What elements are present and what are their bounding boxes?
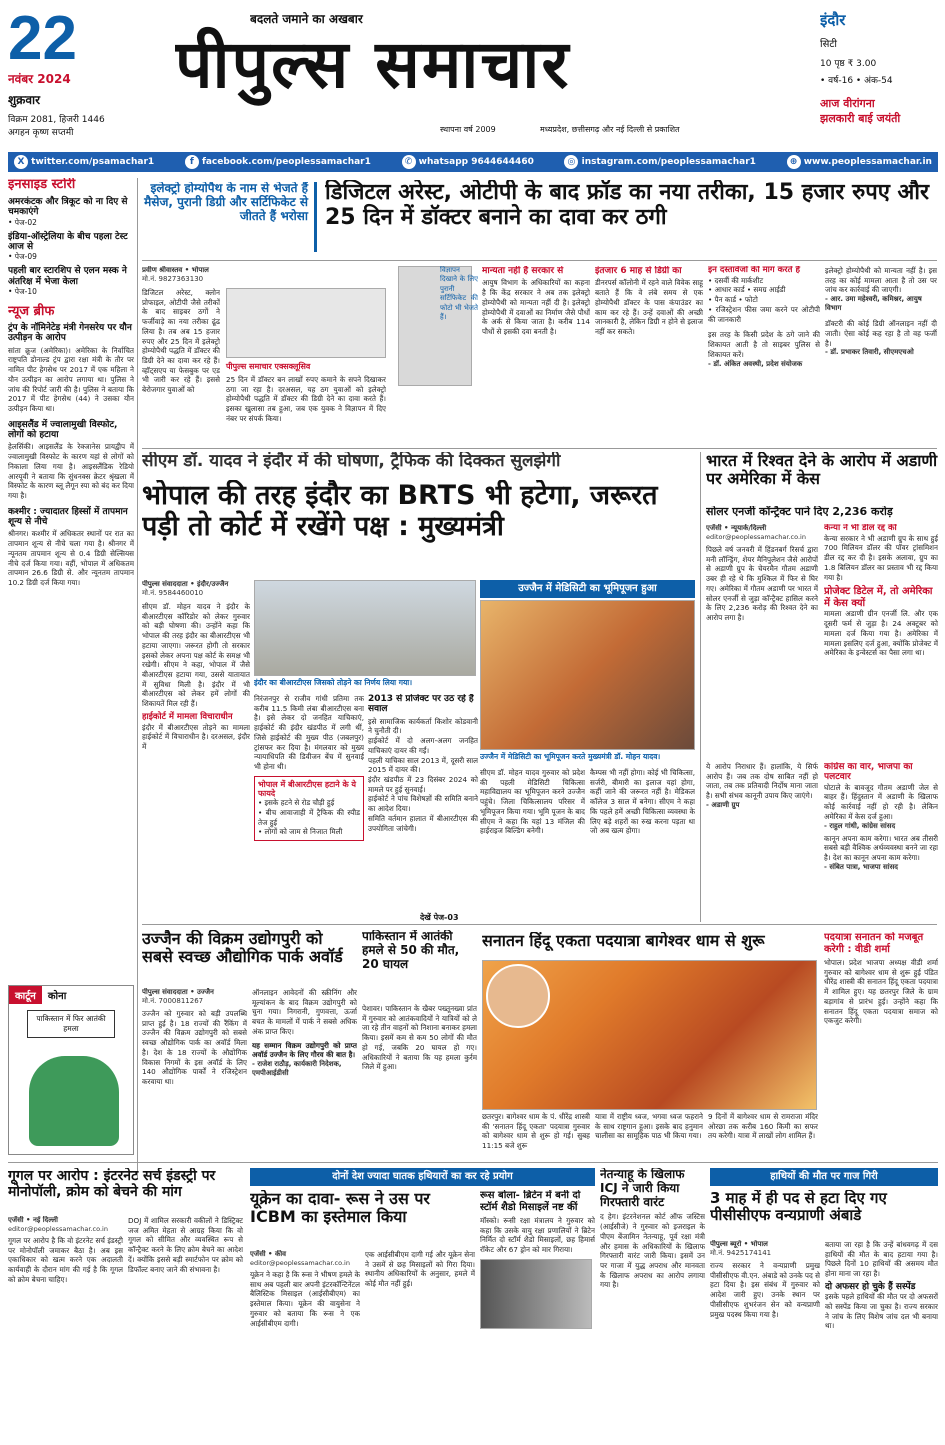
medicity-body-2: कैम्पस भी नहीं होगा। कोई भी चिकित्सा, सर्जरी, बीमारी का इलाज यहां होगा, कहीं जाने की जरूरत नहीं है। मेडिकल कॉलेज 3 साल में बनेगा। सीएम ने कहा कि पहले हमें अच्छी चिकित्सा व्यवस्था के लिए बड़े शहरों का रुख करना पड़ता था जो अब खत्म होगा। [590,768,695,836]
sanatan-caption-1: छतरपुर। बागेश्वर धाम के पं. धीरेंद्र शास्त्री की 'सनातन हिंदू एकता' पदयात्रा गुरुवार को बागेश्वर धाम से शुरू हो गई। सुबह 11:15 बजे शुरू [482,1112,590,1151]
quote-2: इस तरह के किसी प्रदेश के ठगे जाने की शिकायत आती है तो साइबर पुलिस से शिकायत करें। [708,330,820,359]
cartoon-corner: कोना [47,991,67,1002]
google-col-1: एजेंसी • नई दिल्ली editor@peoplessamachar.co.in गूगल पर आरोप है कि वो इंटरनेट सर्च इंडस्ट्री पर मोनोपॉली जमाकर बैठा है। अब इस एकाधिकार को खत्म करने एक अदालती कार्यवाही के दौरान मांग की गई है कि गूगल को क्रोम बेचना चाहिए। [8,1216,123,1284]
tithi: अगहन कृष्ण सप्तमी [8,128,74,138]
facebook-icon: f [185,155,199,169]
lead-col-3: मान्यता नहीं है सरकार से आयुष विभाग के अधिकारियों का कहना है कि केंद्र सरकार ने अब तक इलेक्ट्रो होम्योपैथी को मान्यता नहीं दी है। इलेक्ट्रो होम्योपैथी में दवाओं का निर्माण जैसे पौधों के अर्क से किया जाता है। करीब 114 पौधों से इसकी दवा बनती है। [482,266,590,336]
brts-headline: भोपाल की तरह इंदौर का BRTS भी हटेगा, जरूरत पड़ी तो कोर्ट में रखेंगे पक्ष : मुख्यमंत्री [142,480,658,543]
inside-item-1[interactable]: अमरकंटक और त्रिकूट को ना दिए से चमकाएंगे • पेज-02 [8,196,128,227]
cartoon-box [8,985,134,1155]
city: इंदौर [820,11,846,29]
bottom-rule [8,1162,938,1163]
ambade-banner: हाथियों की मौत पर गाज गिरी [710,1168,938,1186]
lead-phone-image [226,288,386,358]
brief-headline-2: आइसलैंड में ज्वालामुखी विस्फोट, लोगों को हटाया [8,419,118,440]
instagram-icon: ◎ [564,155,578,169]
edition-box [820,10,940,150]
ukraine-banner: दोनों देश ज्यादा घातक हथियारों का कर रहे प्रयोग [250,1168,595,1186]
pages-price: 10 पृष्ठ ₹ 3.00 [820,59,877,69]
date-number: 22 [8,8,77,73]
icj-col: नेतन्याहू के खिलाफ ICJ ने जारी किया गिरफ्तारी वारंट द हेग। इंटरनेशनल कोर्ट ऑफ जस्टिस (आईसीजे) ने गुरुवार को इजराइल के पीएम बेंजामिन नेतन्याहू, पूर्व रक्षा मंत्री और हमास के अधिकारियों के खिलाफ गिरफ्तारी वारंट जारी किया। इसमें उन पर गाजा में युद्ध अपराध और मानवता के खिलाफ अपराध का आरोप लगाया गया है। [600,1168,705,1290]
year-issue: • वर्ष-16 • अंक-54 [820,76,893,86]
pakistan-headline: पाकिस्तान में आतंकी हमले से 50 की मौत, 20 घायल [362,930,460,971]
special-day-2: झलकारी बाई जयंती [820,112,901,125]
ukraine-col-1: एजेंसी • कीव editor@peoplessamachar.co.in यूक्रेन ने कहा है कि रूस ने भीषण हमले के साथ अब पहली बार अपनी इंटरकॉन्टिनेंटल बैलिस्टिक मिसाइल (आईसीबीएम) का इस्तेमाल किया। यूक्रेन की वायुसेना ने गुरुवार को बताया कि रूस ने एक आईसीबीएम दागी। [250,1250,360,1328]
ujjain-col-1: पीपुल्स संवाददाता • उज्जैन मो.नं. 7000811267 उज्जैन को गुरुवार को बड़ी उपलब्धि प्राप्त हुई है। 18 राज्यों की रैंकिंग में उज्जैन की विक्रम उद्योगपुरी को सबसे स्वच्छ औद्योगिक पार्क का अवॉर्ड मिला है। देश के 18 राज्यों के औद्योगिक विकास निगमों के इस अवॉर्ड के लिए 140 औद्योगिक पार्कों ने रजिस्ट्रेशन करवाया था। [142,988,247,1087]
lead-body-2: 25 दिन में डॉक्टर बन लाखों रुपए कमाने के सपने दिखाकर ठगा जा रहा है। दरअसल, यह ठग युवाओं को इलेक्ट्रो होम्योपैथी पद्धति में डॉक्टर की डिग्री देने का दावा करते हैं। इसका खुलासा तब हुआ, जब एक युवक ने विज्ञापन में दिए नंबर पर संपर्क किया। [226,375,386,423]
newspaper-title: पीपुल्स समाचार [175,26,571,103]
lead-col-1: प्रवीण श्रीवास्तव • भोपाल मो.नं. 9827363130 डिजिटल अरेस्ट, क्लोन प्रोफाइल, ओटीपी जैसे तरीकों के बाद साइबर ठगों ने फर्जीवाड़े का नया तरीका ढूंढ लिया है। तब अब 15 हजार रुपए और 25 दिन में इलेक्ट्रो होम्योपैथी पद्धति में डॉक्टर की डिग्री देने का दावा कर रहे हैं। व्हॉट्सएप या फेसबुक पर एड भी जारी कर रहे हैं। इससे बेरोजगार युवाओं को पीपुल्स समाचार एक्सक्लूसिव 25 दिन में डॉक्टर बन लाखों रुपए कमाने के सपने दिखाकर ठगा जा रहा है। दरअसल, यह ठग युवाओं को इलेक्ट्रो होम्योपैथी पद्धति में डॉक्टर की डिग्री देने का दावा करते हैं। इसका खुलासा तब हुआ, जब एक युवक ने विज्ञापन में दिए नंबर पर संपर्क किया। [142,266,392,446]
brief-body-2: हेलसिंकी। आइसलैंड के रेक्जानेस प्रायद्वीप में ज्वालामुखी विस्फोट के कारण यहां से लोगों को निकाला लिया गया है। आइसलैंडिक रेडियो आरयूवी ने बताया कि सुंधनक्स क्रेटर श्रृंखला में विस्फोट के कारण ब्लू लैगून स्पा को बंद कर दिया गया है। [8,442,134,500]
brief-body-3: श्रीनगर। कश्मीर में अधिकतर स्थानों पर रात का तापमान शून्य से नीचे चला गया है। श्रीनगर में न्यूनतम तापमान शून्य से 0.4 डिग्री सेल्सियस नीचे दर्ज किया गया। वहीं, भोपाल में अधिकतम तापमान 26.6 डिग्री से. और न्यूनतम तापमान 10.2 डिग्री दर्ज किया गया। [8,529,134,587]
lead-kicker: इलेक्ट्रो होम्योपैथ के नाम से भेजते हैं मैसेज, पुरानी डिग्री और सर्टिफिकेट से जीतते हैं भरोसा [142,182,317,252]
ambade-headline: 3 माह में ही पद से हटा दिए गए पीसीसीएफ वन्यप्राणी अंबाडे [710,1190,887,1225]
lead-bottom-rule [142,448,937,449]
ambade-col-2: बताया जा रहा है कि उन्हें बांधवगढ़ में दस हाथियों की मौत के बाद हटाया गया है। पिछले दिनों 10 हाथियों की असमय मौत होना माना जा रहा है। दो अफसर हो चुके हैं सस्पेंड इसके पहले हाथियों की मौत पर दो अफसरों को सस्पेंड किया जा चुका है। राज्य सरकार ने जांच के लिए विशेष जांच दल भी बनाया था। [825,1240,938,1331]
ukraine-col-2: एक आईसीबीएम दागी गई और यूक्रेन सेना ने उसमें से छह मिसाइलों को गिरा दिया। स्थानीय अधिकारियों के अनुसार, हमले में कोई मौत नहीं हुई। [365,1250,475,1289]
brts-col-3: 2013 से प्रोजेक्ट पर उठ रहे हैं सवाल इसे सामाजिक कार्यकर्ता किशोर कोडवानी ने चुनौती दी। हाईकोर्ट में दो अलग-अलग जनहित याचिकाएं दायर की गईं। पहली याचिका साल 2013 में, दूसरी साल 2015 में दायर की। इंदौर खंडपीठ में 23 दिसंबर 2024 को मामले पर हुई सुनवाई। हाईकोर्ट ने पांच विशेषज्ञों की समिति बनाने का आदेश दिया। समिति वर्तमान हालात में बीआरटीएस की उपयोगिता जांचेगी। [368,694,478,833]
adani-col-2: केन्या ने भी डील रद्द की केन्या सरकार ने भी अडाणी ग्रुप के साथ हुई 700 मिलियन डॉलर की पॉवर ट्रांसमिशन डील रद्द कर दी है। इसके अलावा, ग्रुप का 1.8 बिलियन डॉलर का प्रस्ताव भी रद्द किया गया है। प्रोजेक्ट डिटेल में, तो अमेरिका में केस क्यों मामला अडाणी ग्रीन एनर्जी लि. और एक दूसरी फर्म से जुड़ा है। 24 अक्टूबर को मामला दर्ज किया गया है। अमेरिका में मामला इसलिए दर्ज हुआ, क्योंकि प्रोजेक्ट में अमेरिका के इन्वेस्टर्स का पैसा लगा था। [824,524,938,658]
founded: स्थापना वर्ष 2009 [440,125,496,134]
medicity-body-1: सीएम डॉ. मोहन यादव गुरुवार को प्रदेश की पहली मेडिसिटी चिकित्सा महाविद्यालय का भूमिपूजन करने उज्जैन पहुंचे। जिला चिकित्सालय परिसर में भूमिपूजन किया गया। भूमि पूजन के बाद सीएम ने कहा कि यहां 13 मंजिल की हाईराइज बिल्डिंग बनेगी। [480,768,585,836]
medicity-banner: उज्जैन में मेडिसिटी का भूमिपूजन हुआ [480,580,695,598]
left-column [8,178,134,968]
congress-box: कांग्रेस का वार, भाजपा का पलटवार घोटाले के बावजूद गौतम अडाणी जेल से बाहर हैं। हिंदुस्तान में अडाणी के खिलाफ कोई कार्रवाई नहीं हो रही है। लेकिन अमेरिका में केस दर्ज हुआ। - राहुल गांधी, कांग्रेस सांसद कानून अपना काम करेगा। भारत अब तीसरी सबसे बड़ी वैश्विक अर्थव्यवस्था बनने जा रहा है। देश का कानून अपना काम करेगा। - संबित पात्रा, भाजपा सांसद [824,762,938,871]
lead-caption: विज्ञापन दिखाने के लिए पुरानी सर्टिफिकेट की फोटो भी भेजते हैं। [440,266,478,322]
lead-col-6: इलेक्ट्रो होम्योपैथी को मान्यता नहीं है। इस तरह का कोई मामला आता है तो उस पर जांच कर कार्रवाई की जाएगी। - आर. उमा महेश्वरी, कमिश्नर, आयुष विभाग डॉक्टरी की कोई डिग्री ऑनलाइन नहीं दी जाती। ऐसा कोई कह रहा है तो वह फर्जी है। - डॉ. प्रभाकर तिवारी, सीएमएचओ [825,266,937,357]
brts-kicker: सीएम डॉ. यादव ने इंदौर में की घोषणा, ट्रैफिक की दिक्कत सुलझेगी [142,452,561,471]
inside-item-2[interactable]: इंडिया-ऑस्ट्रेलिया के बीच पहला टेस्ट आज से • पेज-09 [8,231,128,262]
special-day-1: आज वीरांगना [820,97,875,110]
cartoon-drawing [29,1056,119,1146]
ambade-col-1: पीपुल्स ब्यूरो • भोपाल मो.नं. 9425174141 राज्य सरकार ने वन्यप्राणी प्रमुख पीसीसीएफ वी.एन. अंबाडे को उनके पद से हटा दिया है। इस संबंध में गुरुवार को आदेश जारी हुए। उनके स्थान पर पीसीसीएफ शुभरंजन सेन को वन्यप्राणी प्रमुख पदस्थ किया गया है। [710,1240,820,1319]
putin-zelensky-photo [480,1259,592,1329]
quote-3: डॉक्टरी की कोई डिग्री ऑनलाइन नहीं दी जाती। ऐसा कोई कह रहा है तो वह फर्जी है। [825,319,937,348]
sanatan-headline: सनातन हिंदू एकता पदयात्रा बागेश्वर धाम से शुरू [482,932,765,950]
website-link[interactable]: ⊕ www.peoplessamachar.in [787,155,932,169]
twitter-link[interactable]: X twitter.com/psamachar1 [14,155,154,169]
adani-headline: भारत में रिश्वत देने के आरोप में अडाणी पर अमेरिका में केस [706,452,938,489]
lead-col-4: इंतजार 6 माह से डिग्री का डीनरपर्स कॉलोनी में रहने वाले विवेक साहू बताते हैं कि वे लंबे समय से एक होम्योपैथी डॉक्टर के पास कंपाउंडर का काम कर रहे हैं। उन्हें दवाओं की अच्छी जानकारी है, लेकिन डिग्री न होने से इलाज नहीं कर सकते। [595,266,703,336]
whatsapp-link[interactable]: ✆ whatsapp 9644644460 [402,155,534,169]
vikram-samvat: विक्रम 2081, हिजरी 1446 [8,115,105,125]
whatsapp-icon: ✆ [402,155,416,169]
brief-headline-3: कश्मीर : ज्यादातर हिस्सों में तापमान शून्य से नीचे [8,506,128,527]
published: मध्यप्रदेश, छत्तीसगढ़ और नई दिल्ली से प्रकाशित [540,125,680,134]
middle-rule [142,924,937,925]
google-col-2: DOJ में शामिल सरकारी वकीलों ने डिस्ट्रिक्ट जज अमित मेहता से आग्रह किया कि वो गूगल को सीमित और व्यवस्थित रूप से कॉन्ट्रैक्ट करने के लिए क्रोम बेचने का आदेश दें। क्योंकि इससे बड़ी स्मार्टफोन पर क्रोम को डिफॉल्ट बनाए जाने की संभावना है। [128,1216,243,1274]
shastri-portrait [486,964,550,1028]
see-page-3[interactable]: देखें पेज-03 [420,913,459,922]
brts-road-image [254,580,476,676]
adani-sub: सोलर एनर्जी कॉन्ट्रैक्ट पाने दिए 2,236 करोड़ [706,506,893,518]
brief-body-1: सांता क्रूज (अमेरिका)। अमेरिका के निर्वाचित राष्ट्रपति डोनाल्ड ट्रंप द्वारा रक्षा मंत्री के तौर पर नामित पीट हेगसेथ पर 2017 में एक महिला ने यौन उत्पीड़न का आरोप लगाया था। पुलिस ने जांच की रिपोर्ट जारी की है। पुलिस ने बताया कि 2017 में पीट हेगसेथ (44) ने उसका यौन उत्पीड़न किया था। [8,345,134,413]
medicity-photo [480,600,695,750]
brts-col-2: निरंजनपुर से राजीव गांधी प्रतिमा तक करीब 11.5 किमी लंबा बीआरटीएस बना है। इसे लेकर दो जनहित याचिकाएं, हाईकोर्ट की इंदौर खंडपीठ में लगी थीं, जिसे हाईकोर्ट की मुख्य पीठ (जबलपुर) ट्रांसफर कर दिया है। मंगलवार को मुख्य न्यायाधिपति की डिवीजन बेंच में सुनवाई भी होना थी। भोपाल में बीआरटीएस हटाने के ये फायदे • इसके हटने से रोड चौड़ी हुई • बीच आवाजाही में ट्रैफिक की स्पीड तेज हुई • लोगों को जाम से निजात मिली [254,694,364,908]
lead-headline: डिजिटल अरेस्ट, ओटीपी के बाद फ्रॉड का नया तरीका, 15 हजार रुपए और 25 दिन में डॉक्टर बनाने का दावा कर ठगी [325,180,930,231]
social-bar [8,152,938,172]
facebook-link[interactable]: f facebook.com/peoplessamachar1 [185,155,371,169]
edition: सिटी [820,39,837,50]
ukraine-side: रूस बोला- ब्रिटेन में बनी दो स्टॉर्म शैडो मिसाइलें नष्ट कीं मॉस्को। रूसी रक्षा मंत्रालय ने गुरुवार को कहा कि उसके वायु रक्षा प्रणालियों ने ब्रिटेन निर्मित दो स्टॉर्म शैडो मिसाइलों, छह हिमार्स रॉकेट और 67 ड्रोन को मार गिराया। [480,1190,595,1435]
ujjain-col-2: ऑनलाइन आवेदनों की स्क्रीनिंग और मूल्यांकन के बाद विक्रम उद्योगपुरी को चुना गया। निगरानी, गुणवत्ता, ऊर्जा बचत के मामलों में पार्क ने सबसे अधिक अंक प्राप्त किए। यह सम्मान विक्रम उद्योगपुरी को प्राप्त अवॉर्ड उज्जैन के लिए गौरव की बात है। - राजेश राठौड़, कार्यकारी निदेशक, एमपीआईडीसी [252,988,357,1078]
brts-benefits-box: भोपाल में बीआरटीएस हटाने के ये फायदे • इसके हटने से रोड चौड़ी हुई • बीच आवाजाही में ट्रैफिक की स्पीड तेज हुई • लोगों को जाम से निजात मिली [254,776,364,841]
cartoon-bubble: पाकिस्तान में फिर आतंकी हमला [27,1010,115,1038]
adani-quote: ये आरोप निराधार हैं। हालांकि, ये सिर्फ आरोप हैं। जब तक दोष साबित नहीं हो जाता, तब तक प्रतिवादी निर्दोष माना जाता है। सभी संभव कानूनी उपाय किए जाएंगे। - अडाणी ग्रुप [706,762,818,809]
cartoon-title: कार्टून [9,986,42,1004]
tagline: बदलते जमाने का अखबार [250,12,363,26]
instagram-link[interactable]: ◎ instagram.com/peoplessamachar1 [564,155,755,169]
brts-caption: इंदौर का बीआरटीएस जिसको तोड़ने का निर्णय लिया गया। [254,678,413,687]
exclusive-label: पीपुल्स समाचार एक्सक्लूसिव [226,362,311,371]
sanatan-side: पदयात्रा सनातन को मजबूत करेगी : वीडी शर्मा भोपाल। प्रदेश भाजपा अध्यक्ष वीडी शर्मा गुरुवार को बागेश्वर धाम से शुरू हुई पंडित धीरेंद्र शास्त्री की सनातन हिंदू एकता पदयात्रा में शामिल हुए। यह छतरपुर जिले के ग्राम बड़ागांव से प्रारंभ हुई। उन्होंने कहा कि सनातन हिंदू एकता पदयात्रा समाज को एकजुट करेगी। [824,932,938,1026]
medicity-caption: उज्जैन में मेडिसिटी का भूमिपूजन करते मुख्यमंत्री डॉ. मोहन यादव। [480,752,661,761]
weekday: शुक्रवार [8,93,41,107]
inside-title: इनसाइड स्टोरी [8,178,76,192]
ukraine-headline: यूक्रेन का दावा- रूस ने उस पर ICBM का इस्तेमाल किया [250,1190,430,1227]
masthead [0,0,945,150]
brief-title: न्यूज ब्रीफ [8,304,55,319]
left-divider [137,178,138,1178]
ujjain-headline: उज्जैन की विक्रम उद्योगपुरी को सबसे स्वच्छ औद्योगिक पार्क अवॉर्ड [142,930,343,967]
sanatan-caption-2: यात्रा में राष्ट्रीय ध्वज, भगवा ध्वज फहराने के साथ राष्ट्रगान हुआ। इसके बाद हनुमान चालीसा का सामूहिक पाठ भी किया गया। [595,1112,703,1141]
inside-item-3[interactable]: पहली बार स्टारशिप से एलन मस्क ने अंतरिक्ष में भेजा केला • पेज-10 [8,266,127,296]
google-headline: गूगल पर आरोप : इंटरनेट सर्च इंडस्ट्री पर मोनोपॉली, क्रोम को बेचने की मांग [8,1168,216,1201]
pakistan-body: पेशावर। पाकिस्तान के खैबर पख्तूनख्वा प्रांत में गुरुवार को आतंकवादियों ने यात्रियों को ले जा रहे तीन वाहनों को निशाना बनाकर हमला किया। इसमें कम से कम 50 लोगों की मौत हो गई, जबकि 20 घायल हो गए। अधिकारियों ने बताया कि यह हमला कुर्रम जिले में हुआ। [362,1004,477,1072]
lead-rule [142,260,937,261]
brief-headline-1: ट्रंप के नॉमिनेटेड मंत्री गेनसरेय पर यौन उत्पीड़न के आरोप [8,322,132,344]
month-year: नवंबर 2024 [8,72,71,86]
x-icon: X [14,155,28,169]
lead-body-1: डिजिटल अरेस्ट, क्लोन प्रोफाइल, ओटीपी जैसे तरीकों के बाद साइबर ठगों ने फर्जीवाड़े का नया तरीका ढूंढ लिया है। तब अब 15 हजार रुपए और 25 दिन में इलेक्ट्रो होम्योपैथी पद्धति में डॉक्टर की डिग्री देने का दावा कर रहे हैं। व्हॉट्सएप या फेसबुक पर एड भी जारी कर रहे हैं। इससे बेरोजगार युवाओं को [142,288,220,395]
date-block [8,8,168,148]
lead-col-5: इन दस्तावेजों की मांग करते हैं • दसवीं की मार्कशीट • आधार कार्ड • समग्र आईडी • पैन कार्ड • फोटो • रजिस्ट्रेशन फीस जमा करने पर ओटीपी की जानकारी इस तरह के किसी प्रदेश के ठगे जाने की शिकायत आती है तो साइबर पुलिस से शिकायत करें। - डॉ. अंकित अवस्थी, प्रदेश संयोजक [708,266,820,368]
adani-col-1: एजेंसी • न्यूयार्क/दिल्ली editor@peoplessamachar.co.in पिछले वर्ष जनवरी में हिंडनबर्ग रिसर्च द्वारा मनी लॉन्ड्रिंग, शेयर मैनिपुलेशन जैसे आरोपों से अडाणी ग्रुप के चेयरमैन गौतम अडाणी उबर ही रहे थे कि मुश्किल में फिर से घिर गए। अमेरिका में गौतम अडाणी पर भारत में सोलर एनर्जी से जुड़ा कॉन्ट्रैक्ट हासिल करने के लिए 2,236 करोड़ की रिश्वत देने का आरोप लगा है। [706,524,818,623]
globe-icon: ⊕ [787,155,801,169]
quote-1: इलेक्ट्रो होम्योपैथी को मान्यता नहीं है। इस तरह का कोई मामला आता है तो उस पर जांच कर कार्रवाई की जाएगी। [825,266,937,295]
brts-col-1: पीपुल्स संवाददाता • इंदौर/उज्जैन मो.नं. 9584460010 सीएम डॉ. मोहन यादव ने इंदौर के बीआरटीएस कॉरिडोर को लेकर गुरुवार को बड़ी घोषणा की। उन्होंने कहा कि भोपाल की तरह इंदौर का बीआरटीएस भी हटाया जाएगा। जरूरत होगी तो सरकार इसको लेकर अपना पक्ष कोर्ट के समक्ष भी रखेगी। सीएम ने कहा, भोपाल में जैसे बीआरटीएस हटाया गया, उससे यातायात में सुविधा मिली है। इंदौर में भी बीआरटीएस को लेकर हमें लोगों की शिकायतें मिल रही हैं। हाईकोर्ट में मामला विचाराधीन इंदौर में बीआरटीएस तोड़ने का मामला हाईकोर्ट में विचाराधीन है। दरअसल, इंदौर में [142,580,250,752]
sanatan-caption-3: 9 दिनों में बागेश्वर धाम से रामराजा मंदिर ओरछा तक करीब 160 किमी का सफर तय करेगी। यात्रा में लाखों लोग शामिल हैं। [708,1112,818,1141]
mid-divider [700,452,701,922]
